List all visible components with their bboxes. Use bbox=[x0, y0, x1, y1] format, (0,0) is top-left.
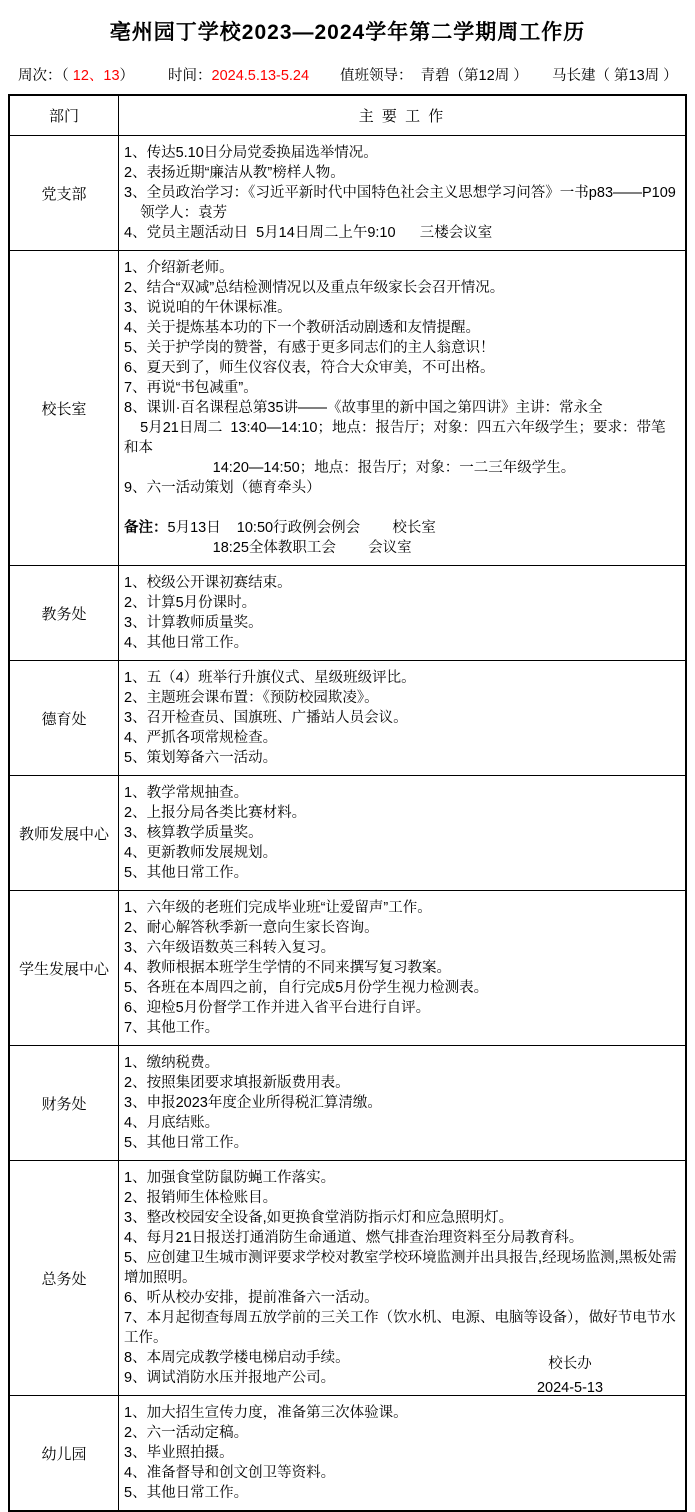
work-line: 1、教学常规抽查。 bbox=[124, 785, 249, 801]
work-cell bbox=[119, 776, 687, 891]
work-line: 3、毕业照拍摄。 bbox=[124, 1445, 234, 1461]
work-line: 4、关于提炼基本功的下一个教研活动剧透和友情提醒。 bbox=[124, 320, 481, 336]
work-line: 7、其他工作。 bbox=[124, 1020, 220, 1036]
table-row bbox=[9, 661, 686, 776]
work-line: 5、其他日常工作。 bbox=[124, 1135, 249, 1151]
table-row bbox=[9, 566, 686, 661]
week-value: 12、13 bbox=[72, 68, 120, 84]
work-line: 4、月底结账。 bbox=[124, 1115, 220, 1131]
work-cell bbox=[119, 891, 687, 1046]
work-line: 2、六一活动定稿。 bbox=[124, 1425, 249, 1441]
work-line: 7、本月起彻查每周五放学前的三关工作（饮水机、电源、电脑等设备），做好节电节水工作。 bbox=[124, 1310, 676, 1346]
work-line: 1、传达5.10日分局党委换届选举情况。 bbox=[124, 145, 378, 161]
work-line: 5、各班在本周四之前，自行完成5月份学生视力检测表。 bbox=[124, 980, 489, 996]
work-cell bbox=[119, 1396, 687, 1512]
work-line: 4、教师根据本班学生学情的不同来撰写复习教案。 bbox=[124, 960, 452, 976]
duty-person-1: 青碧（第12周 ） bbox=[420, 68, 528, 84]
work-line: 8、课训·百名课程总第35讲——《故事里的新中国之第四讲》主讲：常永全 bbox=[124, 400, 603, 416]
work-line-bold-label: 备注： bbox=[124, 520, 168, 536]
work-line: 3、全员政治学习：《习近平新时代中国特色社会主义思想学习问答》一书p83——P109 bbox=[124, 185, 676, 201]
work-line: 5、其他日常工作。 bbox=[124, 1485, 249, 1501]
work-line: 3、召开检查员、国旗班、广播站人员会议。 bbox=[124, 710, 408, 726]
work-line: 6、迎检5月份督学工作并进入省平台进行自评。 bbox=[124, 1000, 431, 1016]
signature-office: 校长办 bbox=[548, 1356, 592, 1372]
table-body bbox=[9, 136, 686, 1512]
time-field bbox=[168, 64, 309, 85]
duty-person-2: 马长建（ 第13周 ） bbox=[552, 68, 678, 84]
work-cell bbox=[119, 1046, 687, 1161]
table-row bbox=[9, 891, 686, 1046]
work-line: 1、缴纳税费。 bbox=[124, 1055, 220, 1071]
dept-cell: 幼儿园 bbox=[9, 1396, 119, 1512]
work-line: 5、策划筹备六一活动。 bbox=[124, 750, 278, 766]
work-line: 4、严抓各项常规检查。 bbox=[124, 730, 278, 746]
signature-date: 2024-5-13 bbox=[536, 1380, 604, 1396]
work-line: 2、上报分局各类比赛材料。 bbox=[124, 805, 307, 821]
week-label: 周次：（ bbox=[18, 68, 73, 84]
table-row bbox=[9, 776, 686, 891]
work-table bbox=[8, 94, 687, 1512]
meta-row bbox=[0, 64, 695, 90]
work-line: 领学人：袁芳 bbox=[124, 205, 228, 221]
work-line: 1、校级公开课初赛结束。 bbox=[124, 575, 292, 591]
dept-cell: 学生发展中心 bbox=[9, 891, 119, 1046]
work-line: 6、听从校办安排，提前准备六一活动。 bbox=[124, 1290, 379, 1306]
dept-cell: 教师发展中心 bbox=[9, 776, 119, 891]
work-cell bbox=[119, 661, 687, 776]
work-line: 5、其他日常工作。 bbox=[124, 865, 249, 881]
dept-cell: 德育处 bbox=[9, 661, 119, 776]
work-line: 2、结合“双减”总结检测情况以及重点年级家长会召开情况。 bbox=[124, 280, 505, 296]
work-cell bbox=[119, 566, 687, 661]
work-line: 4、更新教师发展规划。 bbox=[124, 845, 278, 861]
work-line: 2、按照集团要求填报新版费用表。 bbox=[124, 1075, 350, 1091]
work-line: 6、夏天到了，师生仪容仪表，符合大众审美，不可出格。 bbox=[124, 360, 495, 376]
work-line: 8、本周完成教学楼电梯启动手续。 bbox=[124, 1350, 350, 1366]
table-row bbox=[9, 1396, 686, 1512]
work-line: 2、报销师生体检账目。 bbox=[124, 1190, 278, 1206]
work-line: 2、耐心解答秋季新一意向生家长咨询。 bbox=[124, 920, 379, 936]
work-line: 3、核算教学质量奖。 bbox=[124, 825, 263, 841]
week-field bbox=[18, 64, 134, 85]
dept-cell: 财务处 bbox=[9, 1046, 119, 1161]
time-value: 2024.5.13-5.24 bbox=[211, 68, 310, 84]
work-line: 4、每月21日报送打通消防生命通道、燃气排查治理资料至分局教育科。 bbox=[124, 1230, 584, 1246]
table-header-row bbox=[9, 95, 686, 136]
work-line: 9、调试消防水压并报地产公司。 bbox=[124, 1370, 336, 1386]
time-label: 时间： bbox=[168, 68, 212, 84]
work-line: 7、再说“书包减重”。 bbox=[124, 380, 258, 396]
work-line bbox=[124, 498, 679, 518]
dept-cell: 教务处 bbox=[9, 566, 119, 661]
table-row bbox=[9, 251, 686, 566]
work-line: 5月21日周二 13:40—14:10；地点：报告厅；对象：四五六年级学生；要求：带笔和本 bbox=[124, 420, 666, 456]
work-line: 1、加强食堂防鼠防蝇工作落实。 bbox=[124, 1170, 336, 1186]
work-line: 2、计算5月份课时。 bbox=[124, 595, 257, 611]
dept-cell: 校长室 bbox=[9, 251, 119, 566]
dept-column-header: 部门 bbox=[9, 95, 119, 136]
work-line: 5、应创建卫生城市测评要求学校对教室学校环境监测并出具报告,经现场监测,黑板处需增加照明。 bbox=[124, 1250, 677, 1286]
work-line: 1、加大招生宣传力度，准备第三次体验课。 bbox=[124, 1405, 408, 1421]
work-line: 备注：5月13日 10:50行政例会例会 校长室 bbox=[124, 520, 436, 536]
work-line: 3、计算教师质量奖。 bbox=[124, 615, 263, 631]
table-row bbox=[9, 1046, 686, 1161]
dept-cell: 党支部 bbox=[9, 136, 119, 251]
work-line: 4、党员主题活动日 5月14日周二上午9:10 三楼会议室 bbox=[124, 225, 493, 241]
work-line: 3、整改校园安全设备,如更换食堂消防指示灯和应急照明灯。 bbox=[124, 1210, 514, 1226]
work-line: 3、六年级语数英三科转入复习。 bbox=[124, 940, 336, 956]
work-line: 14:20—14:50；地点：报告厅；对象：一二三年级学生。 bbox=[124, 460, 576, 476]
duty-leader-field bbox=[340, 64, 528, 85]
work-column-header: 主 要 工 作 bbox=[119, 95, 687, 136]
work-line: 1、五（4）班举行升旗仪式、星级班级评比。 bbox=[124, 670, 416, 686]
duty-label: 值班领导： bbox=[340, 68, 421, 84]
work-cell bbox=[119, 251, 687, 566]
page-title: 亳州园丁学校2023—2024学年第二学期周工作历 bbox=[109, 21, 586, 44]
work-line: 1、介绍新老师。 bbox=[124, 260, 234, 276]
dept-cell: 总务处 bbox=[9, 1161, 119, 1396]
work-line: 18:25全体教职工会 会议室 bbox=[124, 540, 412, 556]
work-line: 5、关于护学岗的赞誉，有感于更多同志们的主人翁意识！ bbox=[124, 340, 495, 356]
work-line: 4、其他日常工作。 bbox=[124, 635, 249, 651]
work-line: 2、主题班会课布置：《预防校园欺凌》。 bbox=[124, 690, 379, 706]
work-cell bbox=[119, 136, 687, 251]
work-line: 1、六年级的老班们完成毕业班“让爱留声”工作。 bbox=[124, 900, 432, 916]
week-suffix: ） bbox=[119, 68, 135, 84]
work-line: 9、六一活动策划（德育牵头） bbox=[124, 480, 321, 496]
work-line: 2、表扬近期“廉洁从教”榜样人物。 bbox=[124, 165, 345, 181]
work-line: 3、申报2023年度企业所得税汇算清缴。 bbox=[124, 1095, 382, 1111]
table-row bbox=[9, 136, 686, 251]
work-line: 3、说说咱的午休课标准。 bbox=[124, 300, 292, 316]
work-line: 4、准备督导和创文创卫等资料。 bbox=[124, 1465, 336, 1481]
signature-block bbox=[505, 1352, 635, 1400]
